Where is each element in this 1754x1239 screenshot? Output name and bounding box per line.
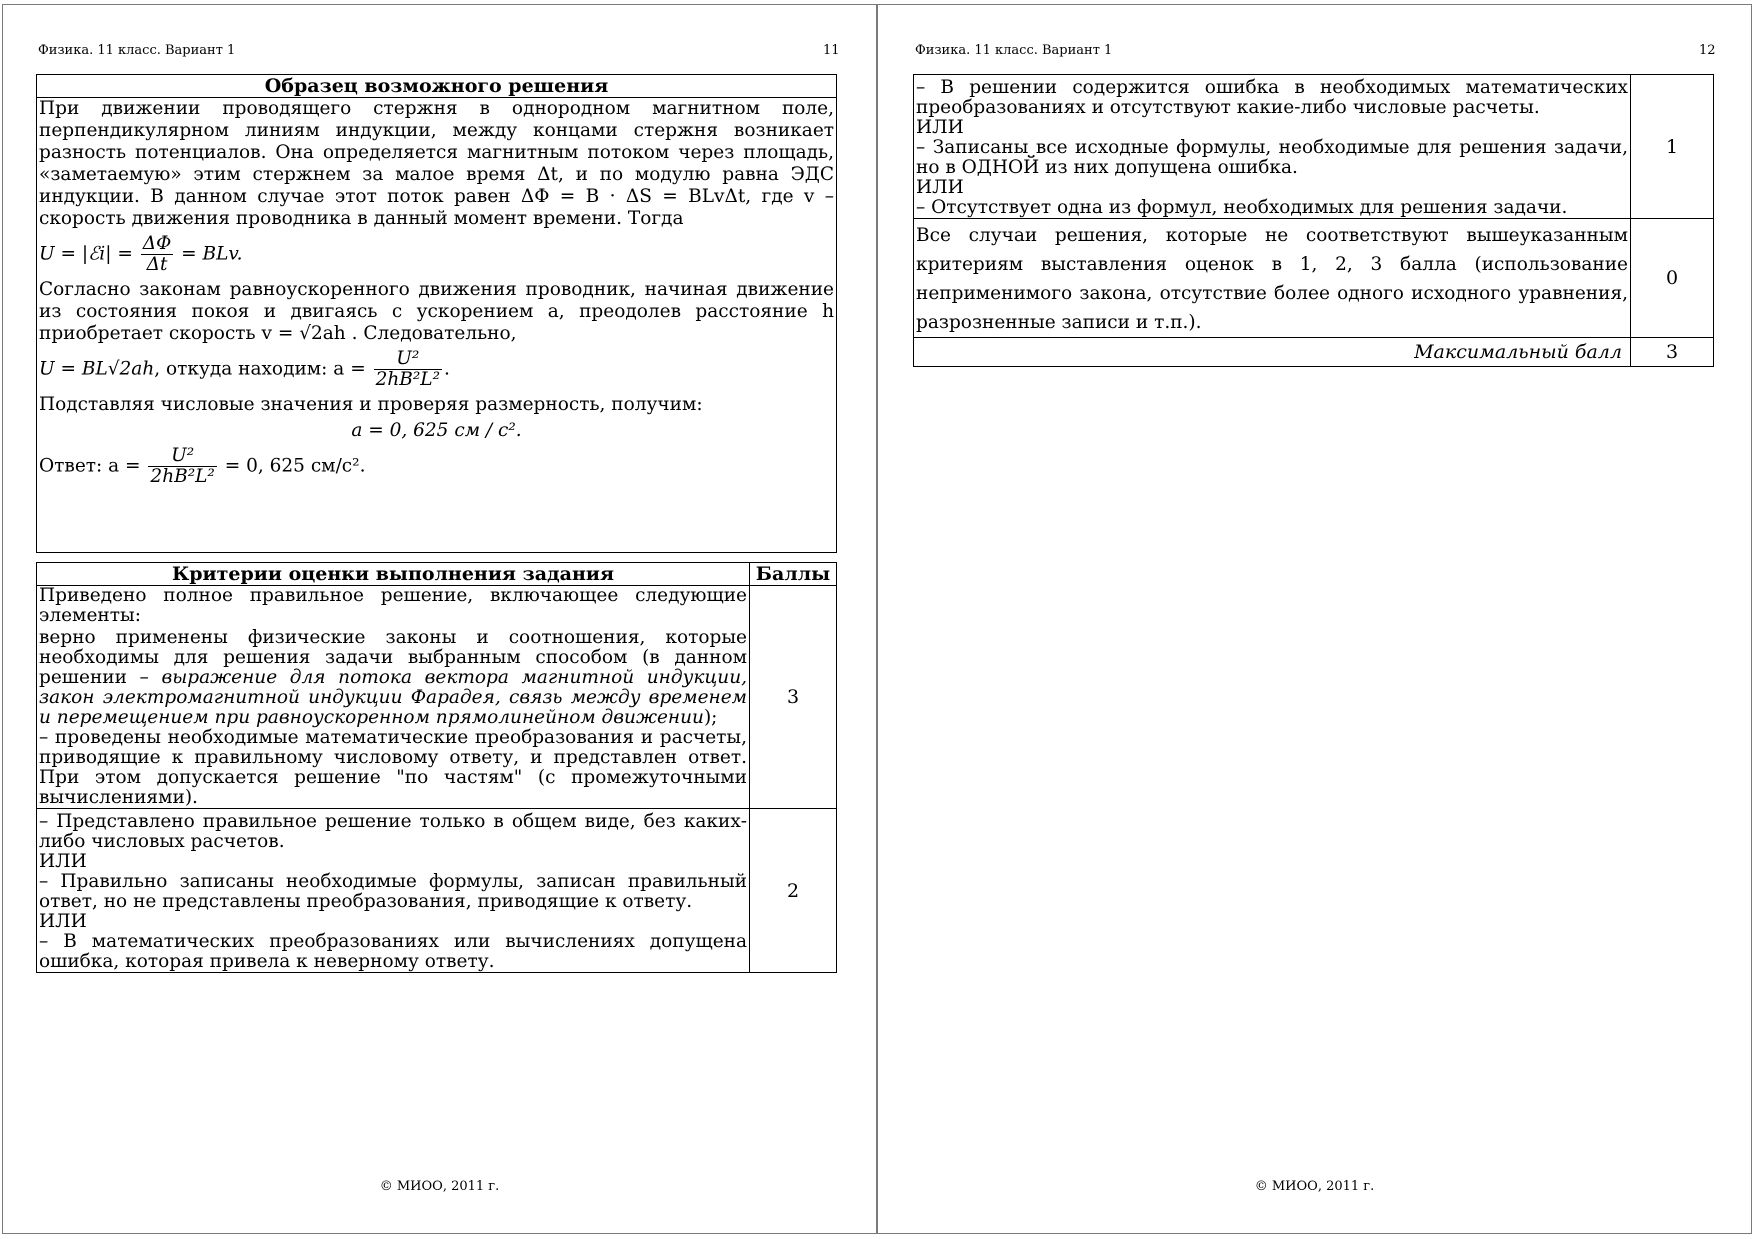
page-header-title: Физика. 11 класс. Вариант 1 <box>915 43 1113 58</box>
criteria-score: 2 <box>750 809 837 973</box>
max-score-row <box>914 338 1714 367</box>
criteria-row <box>914 75 1714 219</box>
solution-body: При движении проводящего стержня в однородном магнитном поле, перпендикулярном линиям индукции, между концами стержня возникает разность потенциалов. Она определяется магнитным потоком через площадь, «заметаемую» этим стержнем за малое время Δt, и по модулю равна ЭДС индукции. В данном случае этот поток равен ΔΦ = B · ΔS = BLvΔt, где v – скорость движения проводника в данный момент времени. Тогда U = |ℰi| = $\frac{\Delta\Phi}{\Delta t}$ = BLv. Согласно законам равноускоренного движения проводник, начиная движение из состояния покоя и двигаясь с ускорением a, преодолев расстояние h приобретает скорость v = √2ah . Следовательно, U = BL√2ah, откуда находим: a = $\frac{\text{U²}}{\text{2hB²L²}}$ . Подставляя числовые значения и проверяя размерность, получим: a = 0, 625 см / с². Ответ: a = $\frac{\text{U²}}{\text{2hB²L²}}$ = 0, 625 см/с². <box>37 98 837 553</box>
criteria-row <box>37 586 837 809</box>
criteria-row <box>914 219 1714 338</box>
criteria-item-1-italic: выражение для потока вектора магнитной индукции, закон электромагнитной индукции Фарадея, связь между временем и перемещением при равноускоренном прямолинейном движении <box>39 667 747 728</box>
criteria-text: Все случаи решения, которые не соответствуют вышеуказанным критериям выставления оценок в 1, 2, 3 балла (использование неприменимого закона, отсутствие более одного исходного уравнения, разрозненные записи и т.п.). <box>914 219 1631 338</box>
solution-paragraph-2: Согласно законам равноускоренного движения проводник, начиная движение из состояния покоя и двигаясь с ускорением a, преодолев расстояние h приобретает скорость v = √2ah . Следовательно, <box>39 279 834 344</box>
solution-table <box>36 74 837 553</box>
criteria-option: – Правильно записаны необходимые формулы, записан правильный ответ, но не представлены преобразования, приводящие к ответу. <box>39 871 747 912</box>
criteria-score: 1 <box>1631 75 1714 219</box>
criteria-or: ИЛИ <box>39 851 87 872</box>
criteria-heading: Критерии оценки выполнения задания <box>37 563 750 586</box>
criteria-item-2: – проведены необходимые математические преобразования и расчеты, приводящие к правильному числовому ответу, и представлен ответ. При этом допускается решение "по частям" (с промежуточными вычислениями). <box>39 727 747 808</box>
criteria-option: – Отсутствует одна из формул, необходимых для решения задачи. <box>916 197 1568 218</box>
criteria-item-1: верно применены физические законы и соотношения, которые необходимы для решения задачи выбранным способом (в данном решении – <box>39 627 747 688</box>
solution-paragraph-1: При движении проводящего стержня в однородном магнитном поле, перпендикулярном линиям индукции, между концами стержня возникает разность потенциалов. Она определяется магнитным потоком через площадь, «заметаемую» этим стержнем за малое время Δt, и по модулю равна ЭДС индукции. В данном случае этот поток равен ΔΦ = B · ΔS = BLvΔt, где v – скорость движения проводника в данный момент времени. Тогда <box>39 98 834 229</box>
criteria-table <box>36 562 837 973</box>
max-score-value: 3 <box>1631 338 1714 367</box>
solution-paragraph-3: Подставляя числовые значения и проверяя размерность, получим: <box>39 394 703 415</box>
fraction-numerator: ΔΦ <box>142 233 172 254</box>
criteria-or: ИЛИ <box>916 177 964 198</box>
formula-emf-left: U = |ℰi| = <box>39 243 133 265</box>
max-score-label: Максимальный балл <box>914 338 1631 367</box>
formula-emf-right: = BLv. <box>181 243 243 265</box>
criteria-intro: Приведено полное правильное решение, включающее следующие элементы: <box>39 585 747 626</box>
criteria-row <box>37 809 837 973</box>
criteria-text <box>37 586 750 809</box>
criteria-or: ИЛИ <box>39 911 87 932</box>
criteria-score: 3 <box>750 586 837 809</box>
criteria-option: – В математических преобразованиях или вычислениях допущена ошибка, которая привела к неверному ответу. <box>39 931 747 972</box>
criteria-option: – В решении содержится ошибка в необходимых математических преобразованиях и отсутствуют какие-либо числовые расчеты. <box>916 77 1628 118</box>
left-page <box>2 4 877 1234</box>
criteria-text <box>914 75 1631 219</box>
answer-label: Ответ: a = <box>39 455 141 477</box>
fraction-answer <box>148 446 216 487</box>
page-footer: © МИОО, 2011 г. <box>1254 1179 1375 1194</box>
solution-heading: Образец возможного решения <box>37 75 837 98</box>
criteria-or: ИЛИ <box>916 117 964 138</box>
right-page <box>877 4 1752 1234</box>
criteria-option: – Представлено правильное решение только в общем виде, без каких-либо числовых расчетов. <box>39 811 747 852</box>
criteria-score: 0 <box>1631 219 1714 338</box>
formula-u-mid: , откуда находим: a = <box>154 358 366 380</box>
page-footer: © МИОО, 2011 г. <box>379 1179 500 1194</box>
fraction-denominator: 2hB²L² <box>150 466 215 487</box>
fraction-numerator: U² <box>374 349 442 370</box>
criteria-text <box>37 809 750 973</box>
answer-tail: = 0, 625 см/с². <box>224 455 366 477</box>
criteria-option: – Записаны все исходные формулы, необходимые для решения задачи, но в ОДНОЙ из них допущена ошибка. <box>916 137 1628 178</box>
page-number: 12 <box>1699 43 1716 58</box>
fraction-numerator: U² <box>148 446 216 467</box>
points-heading: Баллы <box>750 563 837 586</box>
fraction-denominator: 2hB²L² <box>375 369 440 390</box>
criteria-item-1-end: ); <box>703 707 718 728</box>
fraction-acceleration <box>374 349 442 390</box>
page-header-title: Физика. 11 класс. Вариант 1 <box>38 43 236 58</box>
page-number: 11 <box>823 43 840 58</box>
criteria-table-continued <box>913 74 1714 367</box>
fraction-denominator: Δt <box>146 254 168 275</box>
fraction-flux-time <box>141 234 174 275</box>
solution-result: a = 0, 625 см / с². <box>351 420 522 441</box>
formula-u-left: U = BL√2ah <box>39 358 155 380</box>
